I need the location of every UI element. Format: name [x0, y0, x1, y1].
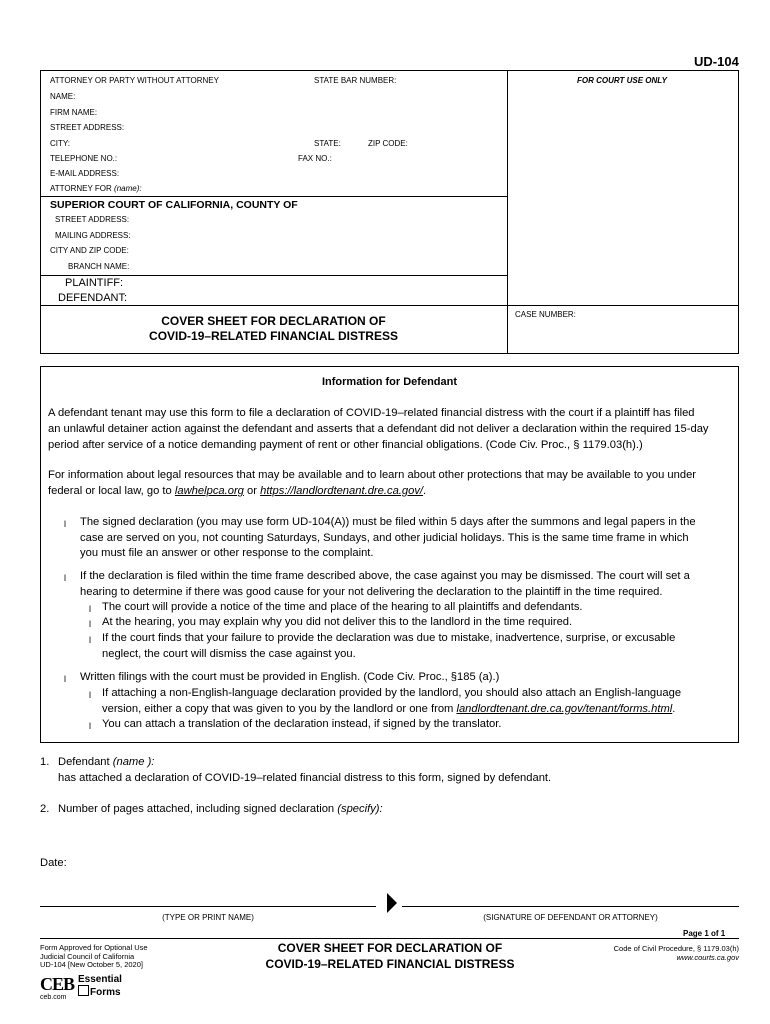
bullet-3-sub-1: If attaching a non-English-language declaration provided by the landlord, you should also attach an English-language version, either a copy that was given to you by the landlord or one from landlordtenant.dre.ca.gov/tenant/forms.html.	[102, 687, 682, 715]
bullet-icon: l	[89, 721, 91, 731]
court-city-label: CITY AND ZIP CODE:	[50, 246, 129, 255]
bullet-icon: l	[64, 674, 66, 684]
bullet-icon: l	[89, 619, 91, 629]
divider	[40, 196, 507, 197]
footer-title: COVER SHEET FOR DECLARATION OF COVID-19–RELATED FINANCIAL DISTRESS	[265, 941, 515, 971]
attorney-for-label: ATTORNEY FOR (name):	[50, 184, 142, 193]
divider	[507, 70, 508, 354]
bullet-2-sub-3: If the court finds that your failure to provide the declaration was due to mistake, inadvertence, surprise, or excusable neglect, the court will dismiss the case against you.	[102, 632, 676, 660]
court-street-label: STREET ADDRESS:	[55, 215, 130, 224]
bullet-3-sub-2: You can attach a translation of the declaration instead, if signed by the translator.	[102, 718, 502, 730]
landlordtenant-link[interactable]: https://landlordtenant.dre.ca.gov/	[260, 485, 424, 497]
caption-box	[40, 70, 739, 354]
court-title: SUPERIOR COURT OF CALIFORNIA, COUNTY OF	[50, 199, 298, 211]
bullet-2-sub-1: The court will provide a notice of the time and place of the hearing to all plaintiffs and defendants.	[102, 601, 583, 613]
court-use-label: FOR COURT USE ONLY	[577, 76, 667, 85]
street-label: STREET ADDRESS:	[50, 123, 125, 132]
bullet-1: The signed declaration (you may use form UD-104(A)) must be filed within 5 days after the summons and legal papers in the case are served on you, not counting Saturdays, Sundays, and other judicial holidays. This is the same time frame in which you must file an answer or other response to the complaint.	[80, 516, 696, 559]
bullet-3: Written filings with the court must be provided in English. (Code Civ. Proc., §185 (a).)	[80, 671, 500, 683]
type-name-label: (TYPE OR PRINT NAME)	[162, 913, 254, 922]
item-1-label: Defendant (name ):	[58, 756, 155, 768]
bullet-icon: l	[64, 519, 66, 529]
item-1-text: has attached a declaration of COVID-19–related financial distress to this form, signed by defendant.	[58, 772, 552, 784]
court-branch-label: BRANCH NAME:	[68, 262, 130, 271]
bullet-icon: l	[89, 604, 91, 614]
bullet-icon: l	[89, 635, 91, 645]
date-label: Date:	[40, 857, 67, 869]
essential-forms-logo: Essential Forms	[78, 974, 122, 998]
item-2-number: 2.	[40, 803, 50, 815]
forms-icon	[78, 985, 89, 996]
plaintiff-label: PLAINTIFF:	[65, 277, 124, 289]
divider	[40, 305, 739, 306]
item-1-number: 1.	[40, 756, 50, 768]
form-title-line1: COVER SHEET FOR DECLARATION OF	[161, 314, 386, 328]
fax-label: FAX NO.:	[298, 154, 332, 163]
info-paragraph-1: A defendant tenant may use this form to file a declaration of COVID-19–related financial distress with the court if a plaintiff has filed an unlawful detainer action against the defendant and asserts that a defendant did not deliver a declaration within the required 15-day period after service of a notice demanding payment of rent or other financial obligations. (Code Civ. Proc., § 1179.03(h).)	[48, 407, 709, 451]
approval-text: Form Approved for Optional Use Judicial Council of California UD-104 [New October 5, 2020]	[40, 943, 148, 969]
name-line	[40, 906, 376, 907]
zip-label: ZIP CODE:	[368, 139, 408, 148]
code-reference: Code of Civil Procedure, § 1179.03(h) www.courts.ca.gov	[613, 944, 739, 962]
ceb-logo-sub: ceb.com	[40, 994, 67, 1001]
state-label: STATE:	[314, 139, 341, 148]
page-number: Page 1 of 1	[683, 929, 726, 938]
forms-link[interactable]: landlordtenant.dre.ca.gov/tenant/forms.html	[456, 702, 673, 715]
divider	[40, 275, 507, 276]
defendant-label: DEFENDANT:	[58, 292, 128, 304]
telephone-label: TELEPHONE NO.:	[50, 154, 118, 163]
footer-rule	[40, 938, 739, 939]
info-paragraph-2: For information about legal resources that may be available and to learn about other protections that may be available to you under federal or local law, go to lawhelpca.org or https://landlordtenant.dre.ca.gov/.	[48, 469, 697, 497]
signature-label: (SIGNATURE OF DEFENDANT OR ATTORNEY)	[483, 913, 658, 922]
bullet-icon: l	[64, 573, 66, 583]
attorney-label: ATTORNEY OR PARTY WITHOUT ATTORNEY	[50, 76, 219, 85]
case-number-label: CASE NUMBER:	[515, 310, 576, 319]
name-label: NAME:	[50, 92, 76, 101]
signature-arrow-icon	[385, 892, 399, 914]
city-label: CITY:	[50, 139, 71, 148]
lawhelpca-link[interactable]: lawhelpca.org	[174, 485, 244, 497]
item-2-label: Number of pages attached, including signed declaration (specify):	[58, 803, 383, 815]
signature-line	[402, 906, 739, 907]
email-label: E-MAIL ADDRESS:	[50, 169, 120, 178]
ceb-logo: CEB	[40, 974, 75, 994]
firm-label: FIRM NAME:	[50, 108, 98, 117]
bullet-2-sub-2: At the hearing, you may explain why you did not deliver this to the landlord in the time required.	[102, 616, 573, 628]
state-bar-label: STATE BAR NUMBER:	[314, 76, 397, 85]
form-title-line2: COVID-19–RELATED FINANCIAL DISTRESS	[149, 329, 398, 343]
info-heading: Information for Defendant	[321, 376, 458, 388]
bullet-icon: l	[89, 690, 91, 700]
bullet-2: If the declaration is filed within the time frame described above, the case against you may be dismissed. The court will set a hearing to determine if there was good cause for your not delivering the declaration to the plaintiff in the time required.	[80, 570, 690, 598]
form-id: UD-104	[694, 54, 739, 69]
court-mailing-label: MAILING ADDRESS:	[55, 231, 131, 240]
